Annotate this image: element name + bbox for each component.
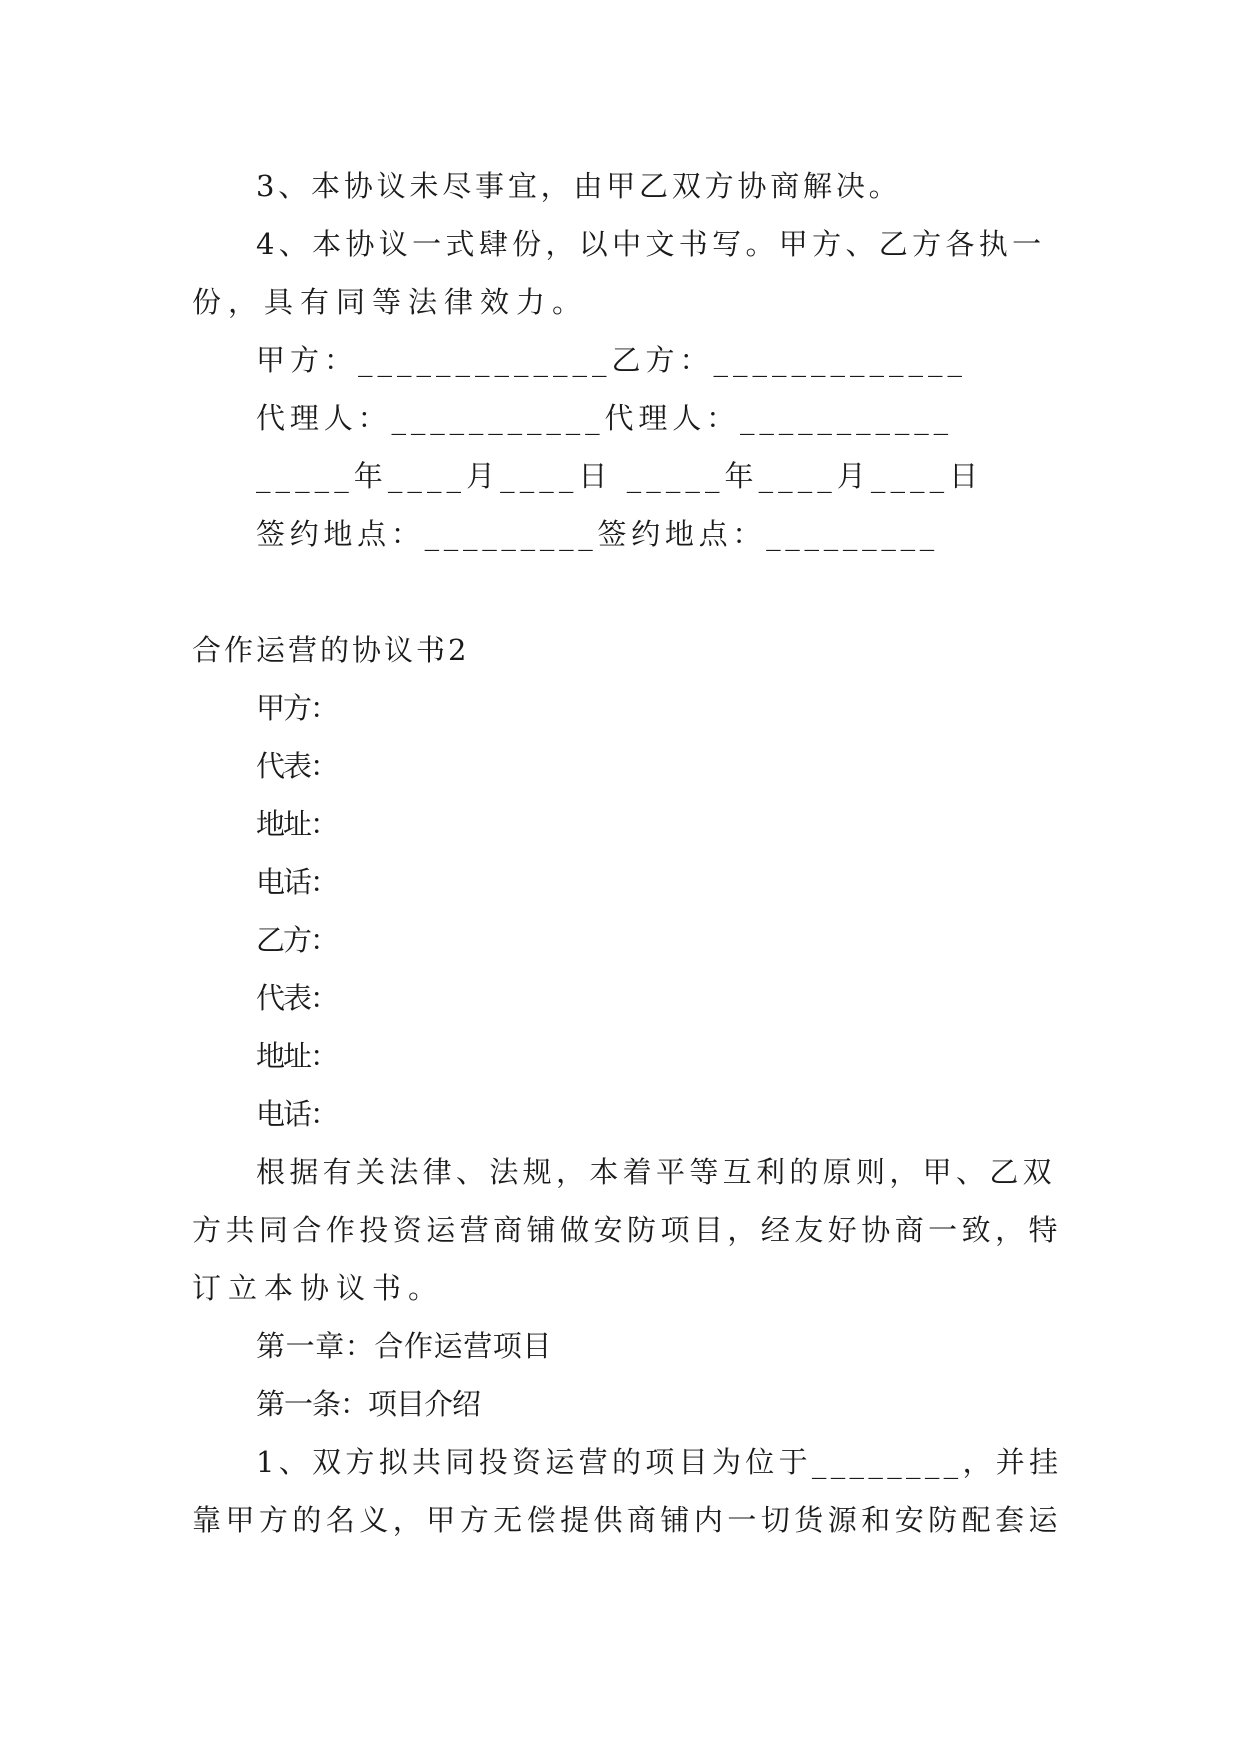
party-b-representative: 代表： xyxy=(256,981,338,1015)
signature-place-line: 签约地点：_________签约地点：_________ xyxy=(256,517,940,551)
preamble-line-2: 方共同合作投资运营商铺做安防项目，经友好协商一致，特 xyxy=(192,1213,1063,1247)
signature-agent-line: 代理人：___________代理人：___________ xyxy=(256,401,953,435)
clause-4-line-1: 4、本协议一式肆份，以中文书写。甲方、乙方各执一 xyxy=(256,227,1046,261)
party-b-phone: 电话： xyxy=(256,1097,338,1131)
chapter-heading: 第一章：合作运营项目 xyxy=(256,1329,553,1363)
preamble-line-3: 订立本协议书。 xyxy=(192,1271,445,1305)
signature-date-line: _____年____月____日 _____年____月____日 xyxy=(256,459,984,493)
party-a-address: 地址： xyxy=(256,807,338,841)
party-b-address: 地址： xyxy=(256,1039,338,1073)
section-title: 合作运营的协议书2 xyxy=(192,633,470,667)
party-a-representative: 代表： xyxy=(256,749,338,783)
clause-4-line-2: 份，具有同等法律效力。 xyxy=(192,285,589,319)
item-1-line-1: 1、双方拟共同投资运营的项目为位于________，并挂 xyxy=(256,1445,1063,1479)
party-a-label: 甲方： xyxy=(256,691,338,725)
signature-party-line: 甲方：_____________乙方：_____________ xyxy=(256,343,968,377)
preamble-line-1: 根据有关法律、法规，本着平等互利的原则，甲、乙双 xyxy=(256,1155,1057,1189)
article-heading: 第一条：项目介绍 xyxy=(256,1387,481,1421)
item-1-line-2: 靠甲方的名义，甲方无偿提供商铺内一切货源和安防配套运 xyxy=(192,1503,1063,1537)
party-b-label: 乙方： xyxy=(256,923,338,957)
party-a-phone: 电话： xyxy=(256,865,338,899)
clause-3: 3、本协议未尽事宜，由甲乙双方协商解决。 xyxy=(256,169,902,203)
